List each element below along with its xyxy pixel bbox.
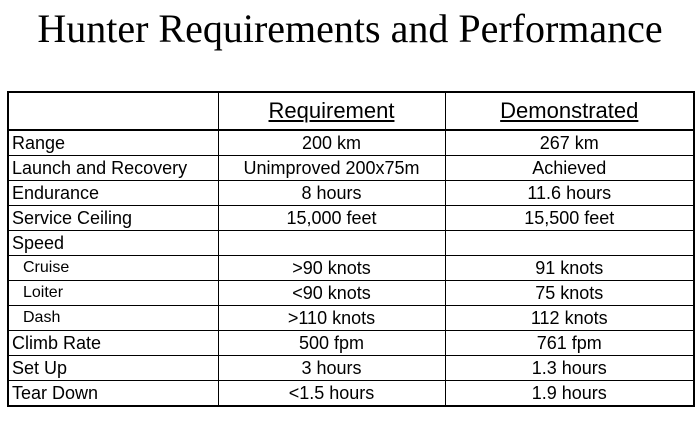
requirement-value: 15,000 feet <box>218 206 445 231</box>
demonstrated-value: 761 fpm <box>536 333 602 353</box>
row-label: Dash <box>8 306 218 331</box>
header-requirement: Requirement <box>218 92 445 130</box>
requirement-value: >110 knots <box>218 306 445 331</box>
requirement-value: >90 knots <box>218 256 445 281</box>
row-label: Range <box>8 130 218 156</box>
demonstrated-value: 75 knots <box>535 283 604 303</box>
demonstrated-value: 91 knots <box>535 258 604 278</box>
row-label: Cruise <box>8 256 218 281</box>
table-row <box>8 331 694 356</box>
demonstrated-value: 1.3 hours <box>531 358 607 378</box>
row-label: Speed <box>8 231 218 256</box>
table-row <box>8 156 694 181</box>
row-label: Service Ceiling <box>8 206 218 231</box>
requirement-value <box>218 231 445 256</box>
table-row <box>8 381 694 407</box>
requirement-value: Unimproved 200x75m <box>218 156 445 181</box>
table-row <box>8 356 694 381</box>
table-header-row <box>8 92 694 130</box>
demonstrated-value: 112 knots <box>530 308 608 328</box>
table-row <box>8 306 694 331</box>
header-label-cell <box>8 92 218 130</box>
demonstrated-value: Achieved <box>532 158 607 178</box>
demonstrated-value: 11.6 hours <box>527 183 612 203</box>
demonstrated-value: 1.9 hours <box>531 383 607 403</box>
table-row <box>8 181 694 206</box>
table-row <box>8 281 694 306</box>
row-label: Launch and Recovery <box>8 156 218 181</box>
requirement-value: <1.5 hours <box>218 381 445 407</box>
demonstrated-value <box>445 231 694 256</box>
demonstrated-value: 15,500 feet <box>524 208 615 228</box>
requirement-value: 200 km <box>218 130 445 156</box>
row-label: Set Up <box>8 356 218 381</box>
row-label: Climb Rate <box>8 331 218 356</box>
table-row <box>8 256 694 281</box>
requirement-value: 8 hours <box>218 181 445 206</box>
table-row <box>8 130 694 156</box>
requirements-table <box>7 91 695 407</box>
demonstrated-value: 267 km <box>539 133 599 153</box>
requirement-value: <90 knots <box>218 281 445 306</box>
table-row <box>8 231 694 256</box>
row-label: Loiter <box>8 281 218 306</box>
header-demonstrated: Demonstrated <box>500 98 639 123</box>
row-label: Endurance <box>8 181 218 206</box>
requirement-value: 3 hours <box>218 356 445 381</box>
row-label: Tear Down <box>8 381 218 407</box>
page-title: Hunter Requirements and Performance <box>37 6 663 51</box>
requirement-value: 500 fpm <box>218 331 445 356</box>
table-row <box>8 206 694 231</box>
